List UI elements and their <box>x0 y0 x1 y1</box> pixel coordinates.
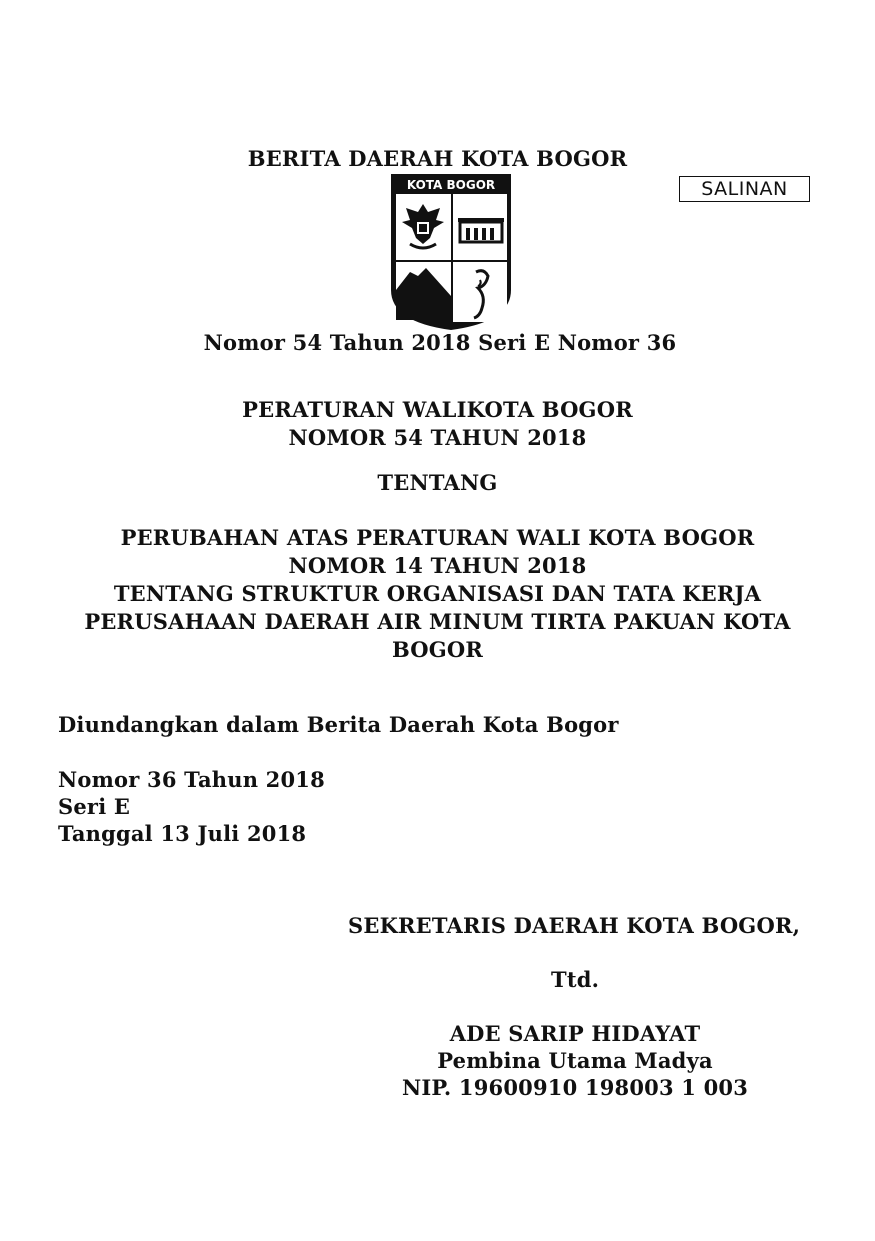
signatory-rank: Pembina Utama Madya <box>437 1048 713 1073</box>
promulgation-statement: Diundangkan dalam Berita Daerah Kota Bogor <box>58 712 619 737</box>
signatory-name: ADE SARIP HIDAYAT <box>449 1021 701 1046</box>
signatory-block <box>399 1020 751 1101</box>
subject-line: PERUSAHAAN DAERAH AIR MINUM TIRTA PAKUAN KOTA <box>84 609 791 634</box>
promulgation-details <box>58 766 325 847</box>
subject-line: TENTANG STRUKTUR ORGANISASI DAN TATA KERJA <box>113 581 762 606</box>
regulation-about: TENTANG <box>377 470 498 495</box>
subject-line: BOGOR <box>391 637 484 662</box>
regulation-subject <box>0 524 875 664</box>
regulation-title <box>0 396 875 452</box>
promulgation-number: Nomor 36 Tahun 2018 <box>58 767 325 792</box>
regulation-number-line: NOMOR 54 TAHUN 2018 <box>288 425 587 450</box>
signatory-position: SEKRETARIS DAERAH KOTA BOGOR, <box>348 913 801 938</box>
copy-stamp: SALINAN <box>679 176 810 202</box>
logo-text: KOTA BOGOR <box>406 178 496 192</box>
gazette-title: BERITA DAERAH KOTA BOGOR <box>247 146 628 171</box>
gazette-number: Nomor 54 Tahun 2018 Seri E Nomor 36 <box>203 330 677 355</box>
kota-bogor-coat-of-arms-icon <box>388 172 514 332</box>
regulation-title-line: PERATURAN WALIKOTA BOGOR <box>242 397 633 422</box>
subject-line: NOMOR 14 TAHUN 2018 <box>288 553 587 578</box>
promulgation-date: Tanggal 13 Juli 2018 <box>58 821 307 846</box>
signed-mark: Ttd. <box>551 967 600 992</box>
signatory-nip: NIP. 19600910 198003 1 003 <box>401 1075 749 1100</box>
subject-line: PERUBAHAN ATAS PERATURAN WALI KOTA BOGOR <box>120 525 755 550</box>
promulgation-series: Seri E <box>58 794 131 819</box>
